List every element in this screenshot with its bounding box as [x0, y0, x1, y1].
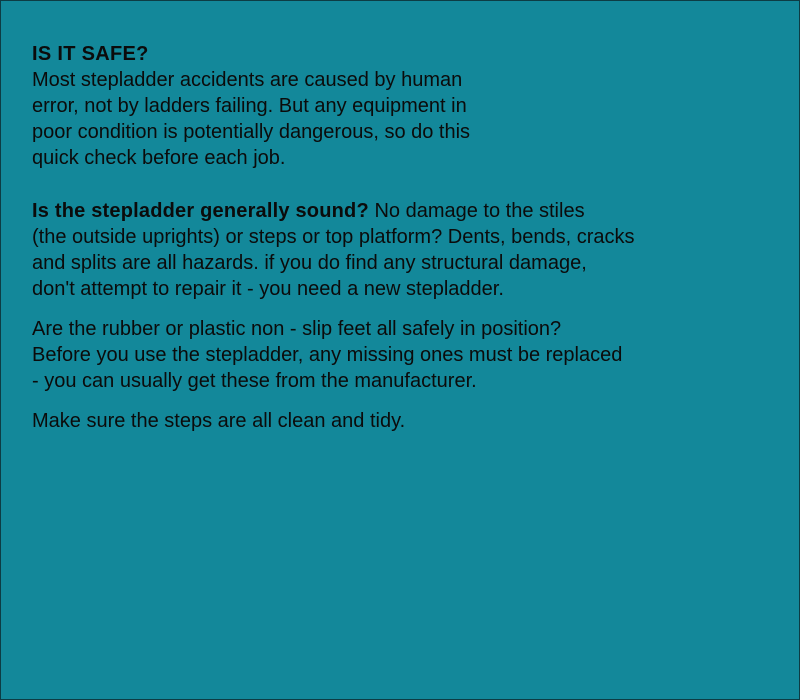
feet-check-line: - you can usually get these from the manufacturer.: [32, 370, 477, 392]
sound-check-line: (the outside uprights) or steps or top platform? Dents, bends, cracks: [32, 226, 635, 248]
intro-line: poor condition is potentially dangerous, so do this: [32, 121, 471, 143]
intro-line: Most stepladder accidents are caused by human: [32, 69, 463, 91]
feet-check-line: Before you use the stepladder, any missing ones must be replaced: [32, 344, 623, 366]
sound-check-line: don't attempt to repair it - you need a new stepladder.: [32, 278, 504, 300]
feet-check-paragraph: [32, 316, 782, 394]
document-content: [32, 41, 782, 434]
steps-check-paragraph: Make sure the steps are all clean and tidy.: [32, 410, 406, 432]
intro-line: error, not by ladders failing. But any equipment in: [32, 95, 467, 117]
feet-check-line: Are the rubber or plastic non - slip feet all safely in position?: [32, 318, 562, 340]
sound-check-first-line-text: No damage to the stiles: [368, 200, 585, 222]
sound-check-line: and splits are all hazards. if you do find any structural damage,: [32, 252, 587, 274]
document-title: IS IT SAFE?: [32, 43, 149, 65]
sound-check-first-line: [32, 198, 782, 224]
sound-check-paragraph: [32, 198, 782, 302]
sound-check-question: Is the stepladder generally sound?: [32, 200, 369, 222]
intro-paragraph: [32, 67, 782, 171]
intro-line: quick check before each job.: [32, 147, 286, 169]
